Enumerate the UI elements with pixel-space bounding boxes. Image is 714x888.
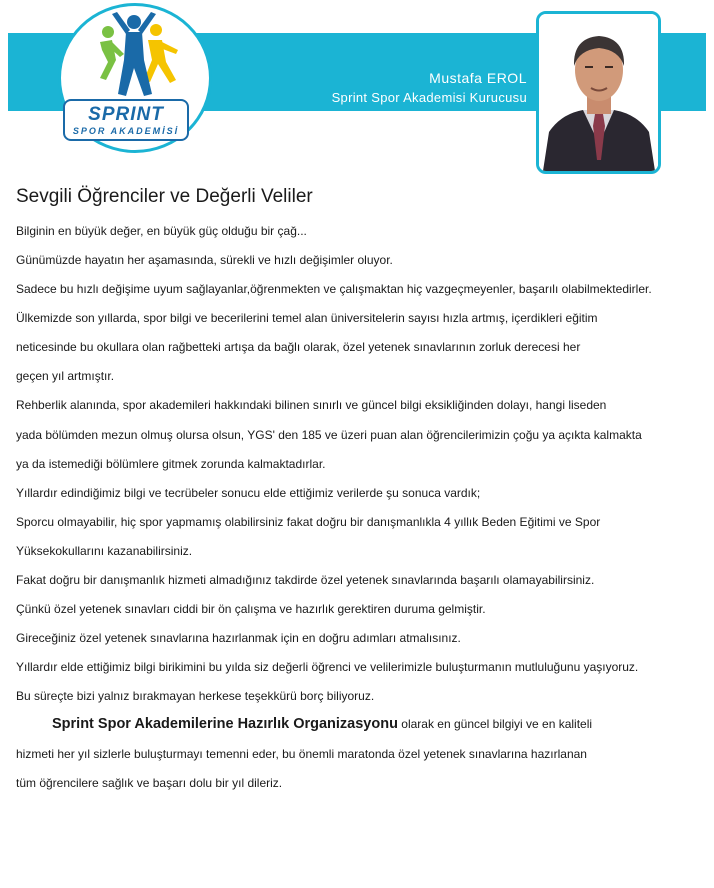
letter-line: tüm öğrencilere sağlık ve başarı dolu bir yıl dileriz. [16, 776, 283, 790]
letter-line: neticesinde bu okullara olan rağbetteki artışa da bağlı olarak, özel yetenek sınavlarının zorluk derecesi her [16, 340, 581, 354]
closing-text: olarak en güncel bilgiyi ve en kaliteli [397, 717, 593, 731]
logo-subtitle: SPOR AKADEMİSİ [72, 126, 180, 136]
letter-line: Yüksekokullarını kazanabilirsiniz. [16, 544, 193, 558]
letter-line: Bu süreçte bizi yalnız bırakmayan herkese teşekkürü borç biliyoruz. [16, 689, 375, 703]
runners-icon [86, 10, 186, 100]
founder-name: Mustafa EROL [429, 70, 527, 86]
letter-line: Rehberlik alanında, spor akademileri hakkındaki bilinen sınırlı ve güncel bilgi eksikliğinden dolayı, hangi liseden [16, 398, 607, 412]
letter-line: Ülkemizde son yıllarda, spor bilgi ve becerilerini temel alan üniversitelerin sayısı hızla artmış, içerdikleri eğitim [16, 311, 598, 325]
letter-heading: Sevgili Öğrenciler ve Değerli Veliler [16, 186, 313, 207]
letter-line: yada bölümden mezun olmuş olursa olsun, YGS' den 185 ve üzeri puan alan öğrencilerimizin çoğu ya açıkta kalmakta [16, 428, 642, 442]
logo-name: SPRINT [88, 104, 164, 125]
letter-line: Fakat doğru bir danışmanlık hizmeti almadığınız takdirde özel yetenek sınavlarında başarılı olamayabilirsiniz. [16, 573, 595, 587]
letter-line: ya da istemediği bölümlere gitmek zorunda kalmaktadırlar. [16, 457, 326, 471]
letter-line: Bilginin en büyük değer, en büyük güç olduğu bir çağ... [16, 224, 307, 238]
letter-line: Sporcu olmayabilir, hiç spor yapmamış olabilirsiniz fakat doğru bir danışmanlıkla 4 yıllık Beden Eğitimi ve Spor [16, 515, 601, 529]
founder-photo [536, 11, 661, 174]
founder-role: Sprint Spor Akademisi Kurucusu [331, 90, 527, 105]
letter-line: Çünkü özel yetenek sınavları ciddi bir ön çalışma ve hazırlık gerektiren duruma gelmiştir. [16, 602, 486, 616]
organization-name: Sprint Spor Akademilerine Hazırlık Organizasyonu [52, 716, 398, 732]
logo-plate [63, 99, 189, 141]
letter-line: geçen yıl artmıştır. [16, 369, 115, 383]
letter-line: Günümüzde hayatın her aşamasında, sürekli ve hızlı değişimler oluyor. [16, 253, 393, 267]
letter-line: hizmeti her yıl sizlerle buluşturmayı temenni eder, bu önemli maratonda özel yetenek sınavlarına hazırlanan [16, 747, 587, 761]
letter-line: Yıllardır edindiğimiz bilgi ve tecrübeler sonucu elde ettiğimiz verilerde şu sonuca vardık; [16, 486, 481, 500]
letter-line: Sadece bu hızlı değişime uyum sağlayanlar,öğrenmekten ve çalışmaktan hiç vazgeçmeyenler, başarılı olabilmektedirler. [16, 282, 652, 296]
closing-paragraph [52, 716, 592, 732]
letter-line: Yıllardır elde ettiğimiz bilgi birikimini bu yılda siz değerli öğrenci ve velilerimizle buluşturmanın mutluluğunu yaşıyoruz. [16, 660, 639, 674]
letter-line: Gireceğiniz özel yetenek sınavlarına hazırlanmak için en doğru adımları atmalısınız. [16, 631, 461, 645]
